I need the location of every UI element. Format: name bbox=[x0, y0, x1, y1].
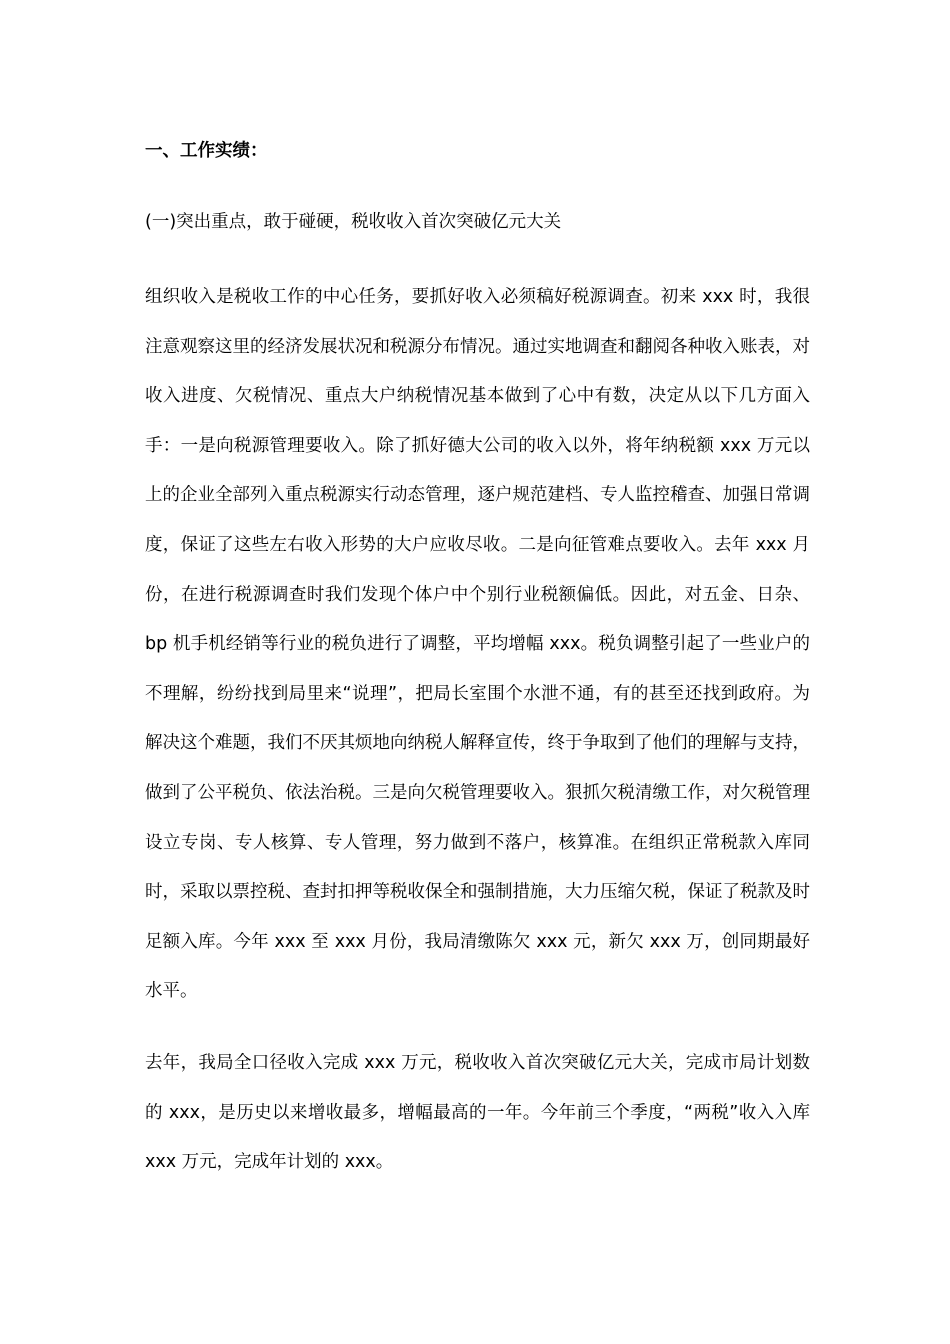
body-paragraph-1: 组织收入是税收工作的中心任务，要抓好收入必须稿好税源调查。初来 xxx 时，我很注意观察这里的经济发展状况和税源分布情况。通过实地调查和翻阅各种收入账表，对收入进度、欠税情况、重点大户纳税情况基本做到了心中有数，决定从以下几方面入手：一是向税源管理要收入。除了抓好德大公司的收入以外，将年纳税额 xxx 万元以上的企业全部列入重点税源实行动态管理，逐户规范建档、专人监控稽查、加强日常调度，保证了这些左右收入形势的大户应收尽收。二是向征管难点要收入。去年 xxx 月份，在进行税源调查时我们发现个体户中个别行业税额偏低。因此，对五金、日杂、bp 机手机经销等行业的税负进行了调整，平均增幅 xxx。税负调整引起了一些业户的不理解，纷纷找到局里来“说理”，把局长室围个水泄不通，有的甚至还找到政府。为解决这个难题，我们不厌其烦地向纳税人解释宣传，终于争取到了他们的理解与支持，做到了公平税负、依法治税。三是向欠税管理要收入。狠抓欠税清缴工作，对欠税管理设立专岗、专人核算、专人管理，努力做到不落户，核算准。在组织正常税款入库同时，采取以票控税、查封扣押等税收保全和强制措施，大力压缩欠税，保证了税款及时足额入库。今年 xxx 至 xxx 月份，我局清缴陈欠 xxx 元，新欠 xxx 万，创同期最好水平。 bbox=[145, 287, 810, 1002]
body-paragraph-2: 去年，我局全口径收入完成 xxx 万元，税收收入首次突破亿元大关，完成市局计划数的 xxx，是历史以来增收最多，增幅最高的一年。今年前三个季度，“两税”收入入库 xxx 万元，完成年计划的 xxx。 bbox=[145, 1053, 810, 1173]
subsection-heading: (一)突出重点，敢于碰硬，税收收入首次突破亿元大关 bbox=[145, 212, 562, 232]
section-heading: 一、工作实绩： bbox=[145, 141, 268, 161]
